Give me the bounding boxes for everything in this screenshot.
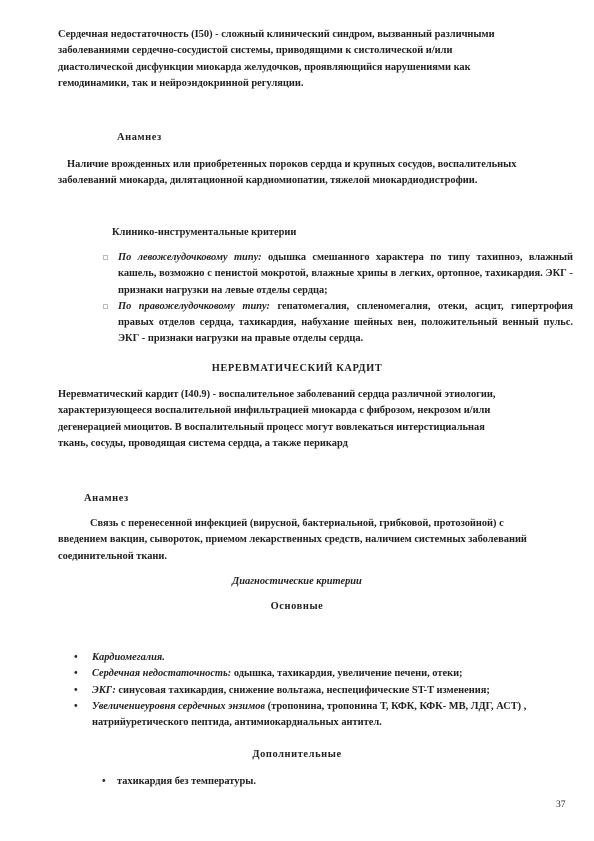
diagnostic-criteria-heading: Диагностические критерии [232,576,362,587]
criteria-label: Увеличениеуровня сердечных энзимов [92,700,266,712]
criteria-label: ЭКГ: [92,684,116,696]
anamnesis-heading: Анамнез [117,132,162,143]
section-title: НЕРЕВМАТИЧЕСКИЙ КАРДИТ [211,363,383,374]
criteria-label: Сердечная недостаточность: [92,668,232,680]
criteria-label: По правожелудочковому типу: [118,300,270,312]
heart-failure-definition [58,27,575,92]
bullet-icon: • [102,776,106,787]
list-item [103,299,573,348]
intro-line: гемодинамики, так и нейроэндокринной регуляции. [58,77,304,89]
intro-line: диастолической дисфункции миокарда желудочков, проявляющийся нарушениями как [58,61,471,73]
square-bullet-icon [103,255,108,260]
intro-line: Сердечная недостаточность (I50) - сложный клинический синдром, вызванный различными [58,29,495,40]
extra-criteria-heading: Дополнительные [252,749,342,760]
square-bullet-icon [103,304,108,309]
criteria-text: (тропонина, тропонина Т, КФК, КФК- МВ, ЛДГ, АСТ) , натрийуретического пептида, антимиокардиальных антител. [92,700,527,729]
anamnesis-text [58,516,575,565]
bullet-icon: • [74,700,78,712]
criteria-text: гепатомегалия, спленомегалия, отеки, асцит, гипертрофия правых отделов сердца, тахикардия, набухание шейных вен, положительный венный пульс. ЭКГ - признаки нагрузки на правые отделы сердца. [118,300,573,345]
definition-line: Неревматический кардит (I40.9) - воспалительное заболеваний сердца различной этиологии, [58,389,496,400]
anamnesis-line: заболеваний миокарда, дилятационной кардиомиопатии, тяжелой миокардиодистрофии. [58,175,478,187]
main-criteria-heading: Основные [270,601,324,612]
list-item [74,650,574,666]
definition-line: характеризующееся воспалительной инфильтрацией миокарда с фиброзом, некрозом и/или [58,405,491,417]
list-item [102,774,572,790]
definition-line: дегенерацией миоцитов. В воспалительный процесс могут вовлекаться интерстициальная [58,421,485,433]
anamnesis-line: Наличие врожденных или приобретенных пороков сердца и крупных сосудов, воспалительных [67,159,517,170]
criteria-label: Кардиомегалия. [92,652,165,663]
anamnesis-heading: Анамнез [84,493,129,504]
definition-line: ткань, сосуды, проводящая система сердца, а также перикард [58,437,348,449]
clinical-criteria-heading: Клинико-инструментальные критерии [112,227,297,238]
carditis-definition [58,387,575,452]
anamnesis-line: соединительной ткани. [58,550,168,562]
list-item [103,250,573,299]
list-item [74,666,574,682]
criteria-label: По левожелудочковому типу: [118,252,262,263]
anamnesis-line: Связь с перенесенной инфекцией (вирусной, бактериальной, грибковой, протозойной) с [90,518,504,529]
criteria-text: одышка, тахикардия, увеличение печени, отеки; [233,668,463,680]
anamnesis-line: введением вакцин, сывороток, приемом лекарственных средств, наличием системных заболеваний [58,534,527,546]
bullet-icon: • [74,652,78,663]
clinical-criteria-list [103,250,573,348]
extra-criteria-list [102,774,572,790]
list-item [74,683,574,699]
criteria-text: одышка смешанного характера по типу тахипноэ, влажный кашель, возможно с пенистой мокротой, влажные хрипы в легких, ортопное, тахикардия. ЭКГ - признаки нагрузки на левые отделы сердца; [118,252,573,296]
main-criteria-list [74,650,574,731]
criteria-text: тахикардия без температуры. [117,776,256,787]
anamnesis-text [58,157,575,190]
page-number: 37 [556,800,566,810]
intro-line: заболеваниями сердечно-сосудистой системы, приводящими к систолической и/или [58,45,453,57]
list-item [74,699,574,732]
bullet-icon: • [74,668,78,680]
criteria-text: синусовая тахикардия, снижение вольтажа, неспецифические ST-T изменения; [118,684,490,696]
bullet-icon: • [74,684,78,696]
